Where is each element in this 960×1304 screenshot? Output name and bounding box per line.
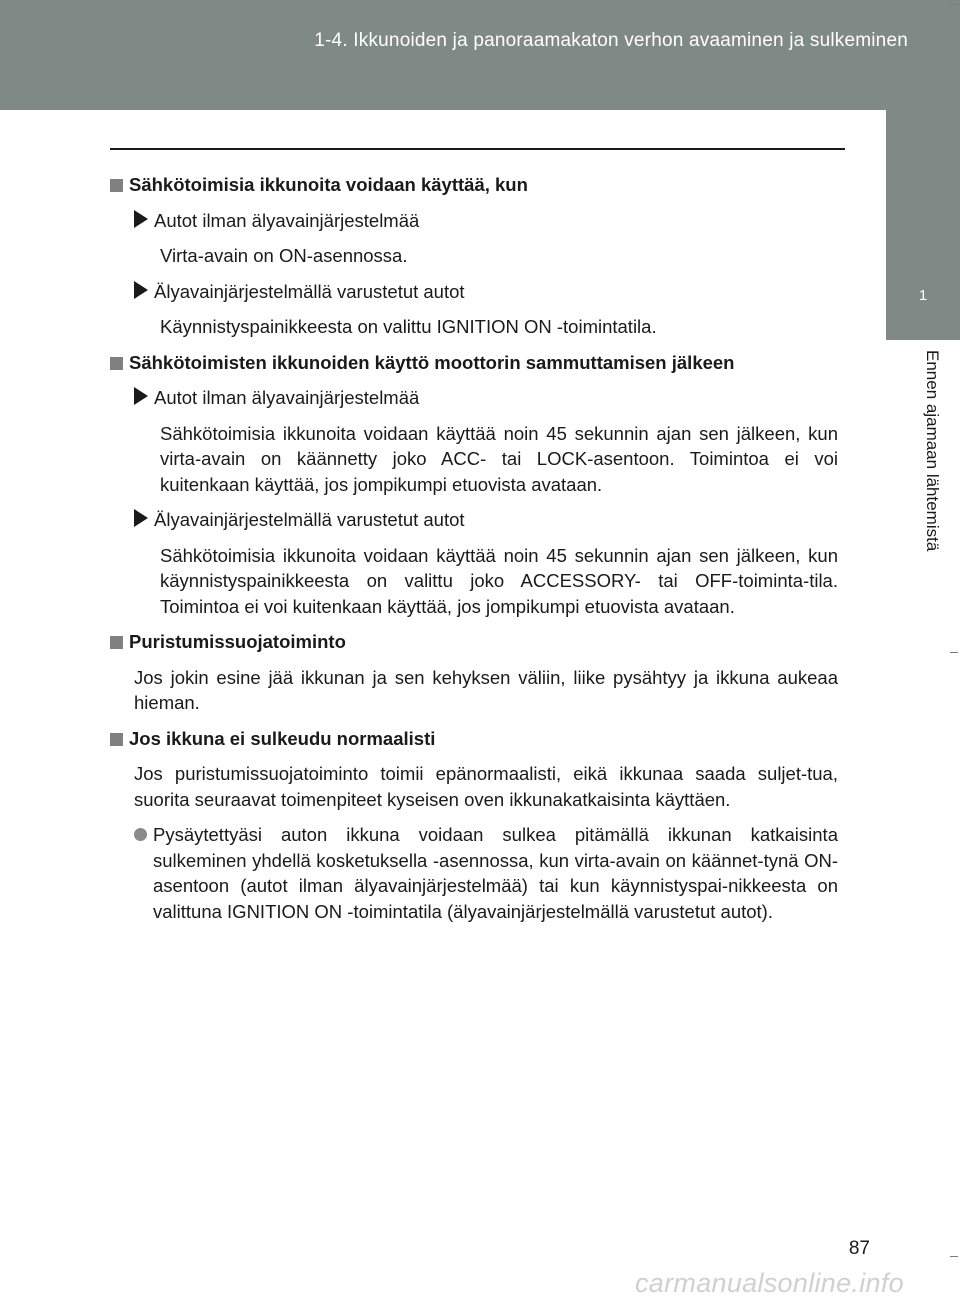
square-bullet-icon <box>110 636 123 649</box>
watermark[interactable]: carmanualsonline.info <box>635 1268 904 1298</box>
subheading: Älyavainjärjestelmällä varustetut autot <box>134 279 838 305</box>
crop-mark <box>950 4 958 5</box>
paragraph: Virta-avain on ON-asennossa. <box>160 245 408 266</box>
square-bullet-icon <box>110 179 123 192</box>
section-heading: Sähkötoimisten ikkunoiden käyttö moottorin sammuttamisen jälkeen <box>110 350 838 376</box>
page-number: 87 <box>848 1238 870 1259</box>
chapter-title: Ennen ajamaan lähtemistä <box>923 350 942 552</box>
paragraph: Jos jokin esine jää ikkunan ja sen kehyksen väliin, liike pysähtyy ja ikkuna aukeaa hieman. <box>134 666 838 713</box>
square-bullet-icon <box>110 357 123 370</box>
top-rule <box>110 148 845 150</box>
bullet-text: Pysäytettyäsi auton ikkuna voidaan sulkea pitämällä ikkunan katkaisinta sulkeminen yhdellä kosketuksella -asennossa, kun virta-avain on käännet-tynä ON-asentoon (autot ilman älyavainjärjestelmää) tai kun käynnistyspai-nikkeesta on valittuna IGNITION ON -toimintatila (älyavainjärjestelmällä varustetut autot). <box>153 824 838 922</box>
paragraph: Sähkötoimisia ikkunoita voidaan käyttää noin 45 sekunnin ajan sen jälkeen, kun virta-avain on käännetty joko ACC- tai LOCK-asentoon. Toimintoa ei voi kuitenkaan käyttää, jos jompikumpi etuovista avataan. <box>160 422 838 495</box>
side-tab-top <box>886 110 960 250</box>
paragraph: Sähkötoimisia ikkunoita voidaan käyttää noin 45 sekunnin ajan sen jälkeen, kun käynnistyspainikkeesta on valittu joko ACCESSORY- tai OFF-toiminta-tila. Toimintoa ei voi kuitenkaan käyttää, jos jompikumpi etuovista avataan. <box>160 544 838 617</box>
crop-mark <box>950 652 958 653</box>
subheading: Älyavainjärjestelmällä varustetut autot <box>134 507 838 533</box>
section-title: 1-4. Ikkunoiden ja panoraamakaton verhon avaaminen ja sulkeminen <box>314 30 908 51</box>
triangle-arrow-icon <box>134 281 148 299</box>
page-content <box>110 172 838 934</box>
side-tab-lower <box>886 640 960 1260</box>
square-bullet-icon <box>110 733 123 746</box>
section-heading: Sähkötoimisia ikkunoita voidaan käyttää, kun <box>110 172 838 198</box>
bullet-item <box>134 822 838 924</box>
paragraph: Jos puristumissuojatoiminto toimii epänormaalisti, eikä ikkunaa saada suljet-tua, suorita seuraavat toimenpiteet kyseisen oven ikkunakatkaisinta käyttäen. <box>134 763 838 810</box>
header-band <box>0 0 960 110</box>
subheading: Autot ilman älyavainjärjestelmää <box>134 208 838 234</box>
crop-mark <box>950 1256 958 1257</box>
circle-bullet-icon <box>134 828 147 841</box>
chapter-number: 1 <box>886 250 960 340</box>
section-heading: Jos ikkuna ei sulkeudu normaalisti <box>110 726 838 752</box>
triangle-arrow-icon <box>134 509 148 527</box>
subheading: Autot ilman älyavainjärjestelmää <box>134 385 838 411</box>
section-heading: Puristumissuojatoiminto <box>110 629 838 655</box>
paragraph: Käynnistyspainikkeesta on valittu IGNITION ON -toimintatila. <box>160 316 657 337</box>
triangle-arrow-icon <box>134 210 148 228</box>
triangle-arrow-icon <box>134 387 148 405</box>
